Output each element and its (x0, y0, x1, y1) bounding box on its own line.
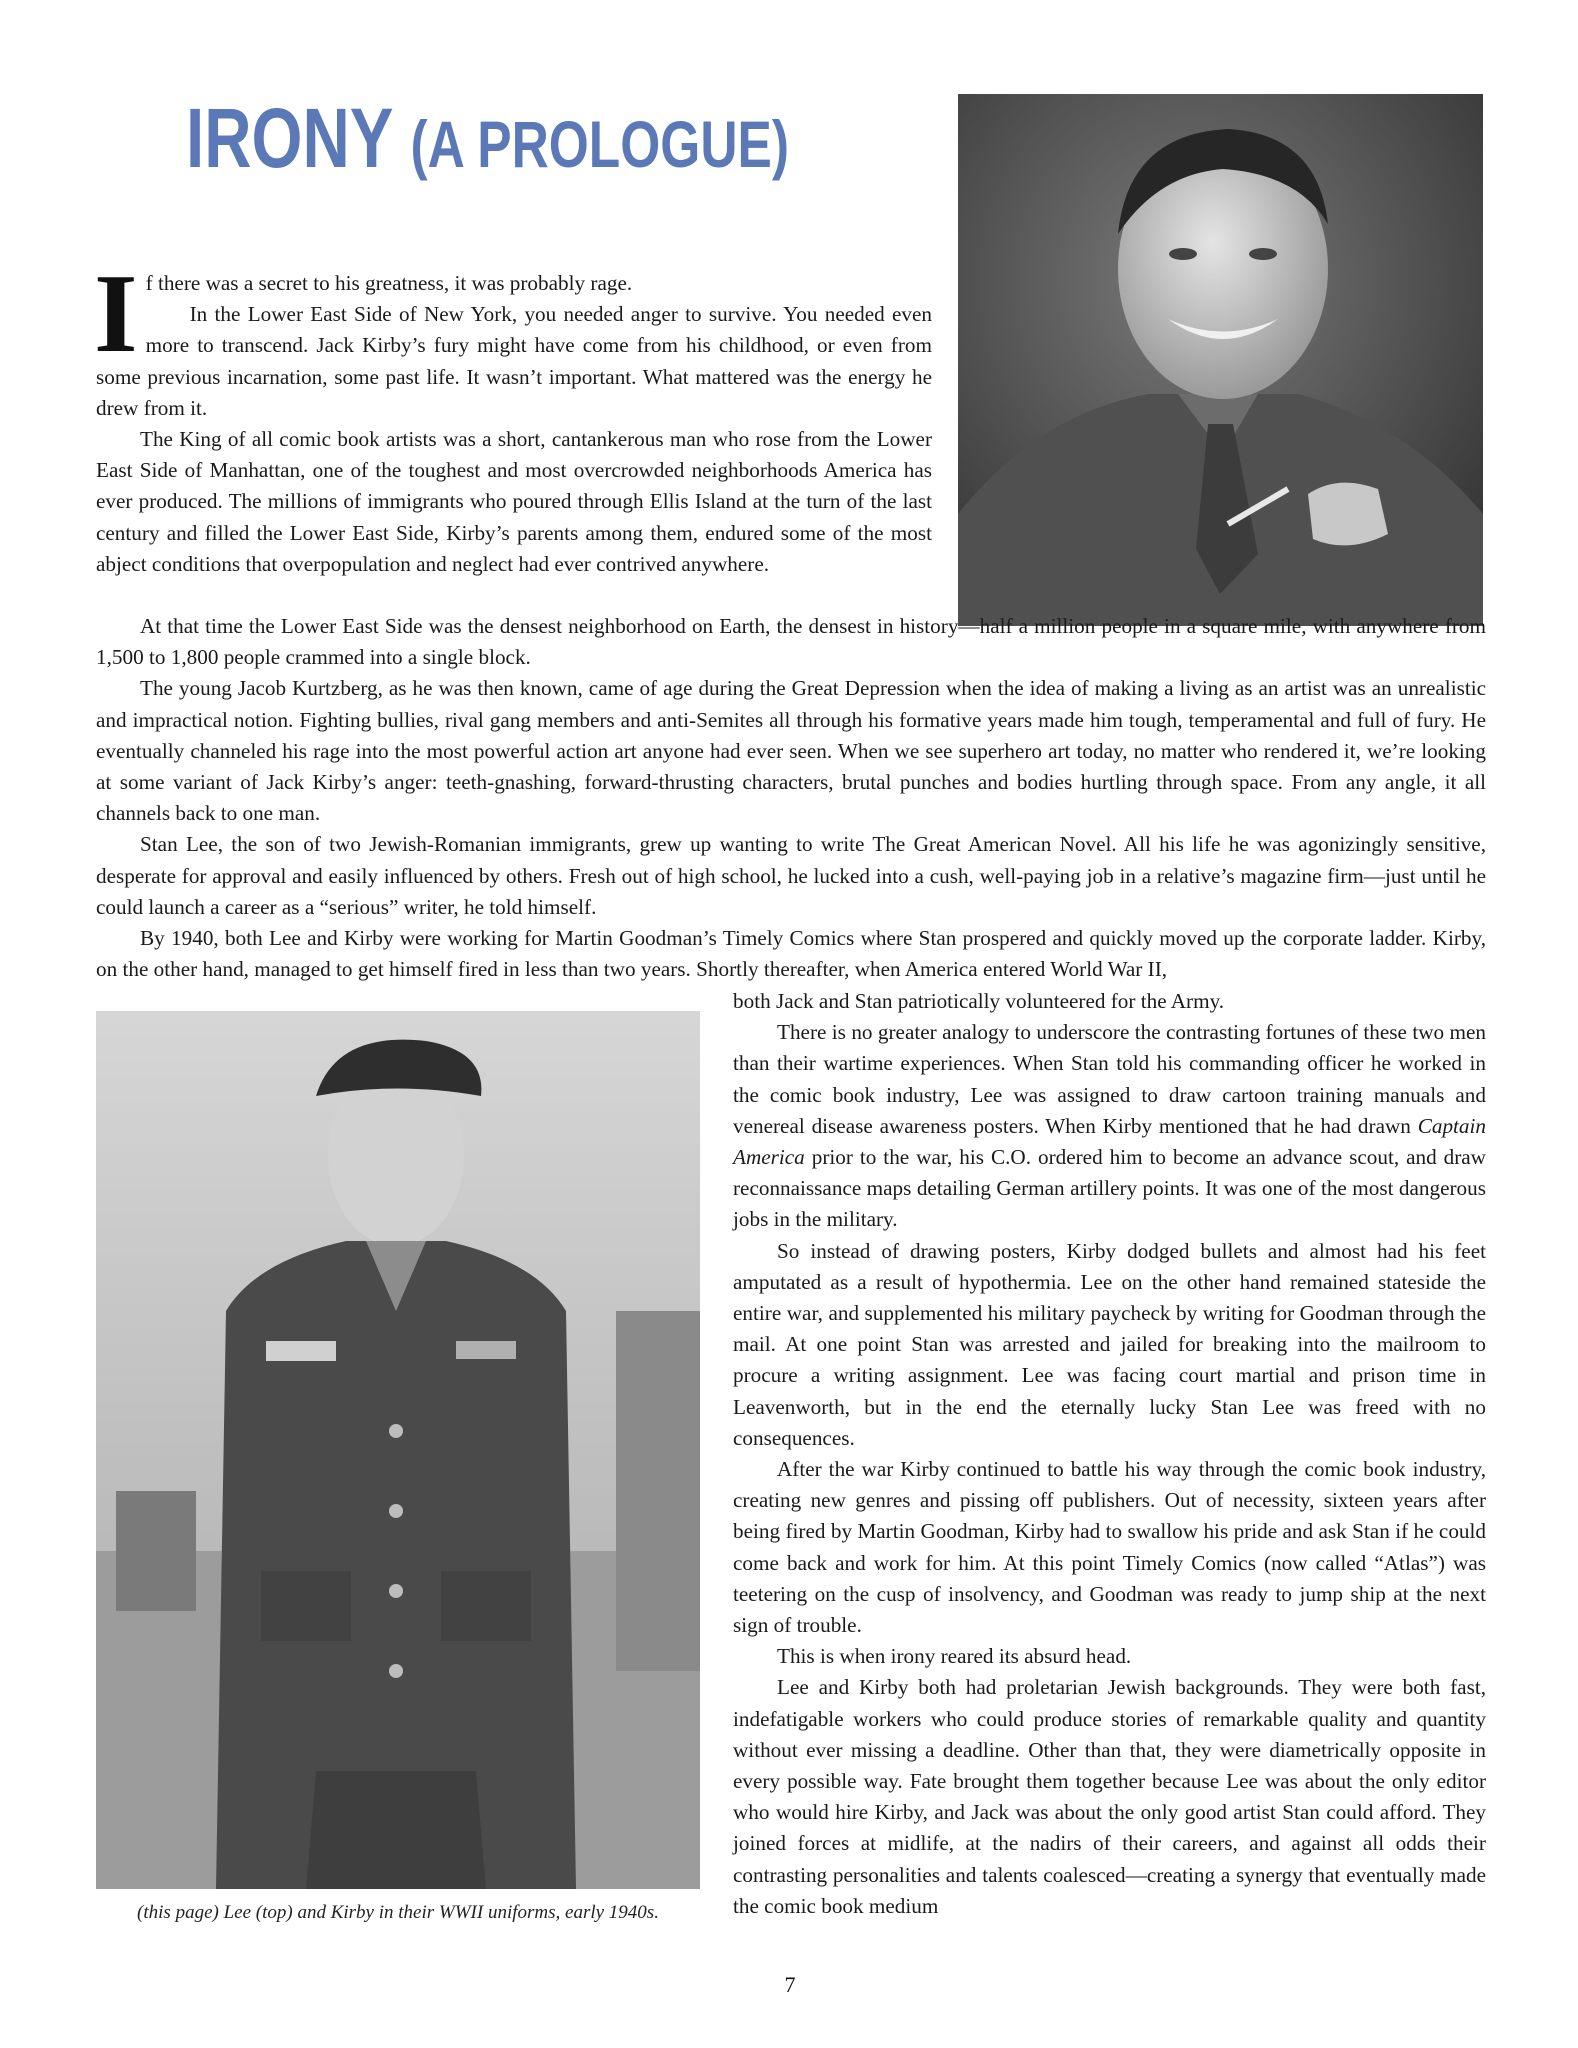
chapter-title (186, 88, 789, 194)
photo-jack-kirby (96, 1011, 700, 1889)
paragraph-1-text: f there was a secret to his greatness, it was probably rage. (145, 271, 633, 295)
paragraph-5: The young Jacob Kurtzberg, as he was then known, came of age during the Great Depression when the idea of making a living as an artist was an unrealistic and impractical notion. Fighting bullies, rival gang members and anti-Semites all through his formative years made him tough, temperamental and full of fury. He eventually channeled his rage into the most powerful action art anyone had ever seen. When we see superhero art today, no matter who rendered it, we’re looking at some variant of Jack Kirby’s anger: teeth-gnashing, forward-thrusting characters, brutal punches and bodies hurtling through space. From any angle, it all channels back to one man. (96, 676, 1486, 826)
paragraph-8-text-b: prior to the war, his C.O. ordered him to become an advance scout, and draw reconnaissance maps detailing German artillery points. It was one of the most dangerous jobs in the military. (733, 1145, 1486, 1232)
paragraph-8-text-a: There is no greater analogy to underscore the contrasting fortunes of these two men than their wartime experiences. When Stan told his commanding officer he worked in the comic book industry, Lee was assigned to draw cartoon training manuals and venereal disease awareness posters. When Kirby mentioned that he had drawn (733, 1020, 1486, 1138)
right-text-column (733, 986, 1486, 1922)
title-subtitle: (A PROLOGUE) (410, 107, 789, 181)
paragraph-9: So instead of drawing posters, Kirby dodged bullets and almost had his feet amputated as a result of hypothermia. Lee on the other hand remained stateside the entire war, and supplemented his military paycheck by writing for Goodman through the mail. At one point Stan was arrested and jailed for breaking into the mailroom to procure a writing assignment. Lee was facing court martial and prison time in Leavenworth, but in the end the eternally lucky Stan Lee was freed with no consequences. (733, 1238, 1486, 1450)
title-main: IRONY (186, 91, 393, 185)
full-width-text (96, 611, 1486, 985)
paragraph-10: After the war Kirby continued to battle his way through the comic book industry, creating new genres and pissing off publishers. Out of necessity, sixteen years after being fired by Martin Goodman, Kirby had to swallow his pride and ask Stan if he could come back and work for him. At this point Timely Comics (now called “Atlas”) was teetering on the cusp of insolvency, and Goodman was ready to jump ship at the next sign of trouble. (733, 1457, 1486, 1638)
drop-cap: I (94, 252, 138, 376)
paragraph-3: The King of all comic book artists was a short, cantankerous man who rose from the Lower East Side of Manhattan, one of the toughest and most overcrowded neighborhoods America has ever produced. The millions of immigrants who poured through Ellis Island at the turn of the last century and filled the Lower East Side, Kirby’s parents among them, endured some of the most abject conditions that overpopulation and neglect had ever contrived anywhere. (96, 427, 932, 576)
paragraph-4: At that time the Lower East Side was the densest neighborhood on Earth, the densest in history—half a million people in a square mile, with anywhere from 1,500 to 1,800 people crammed into a single block. (96, 614, 1486, 670)
paragraph-7: By 1940, both Lee and Kirby were working for Martin Goodman’s Timely Comics where Stan prospered and quickly moved up the corporate ladder. Kirby, on the other hand, managed to get himself fired in less than two years. Shortly thereafter, when America entered World War II, (96, 926, 1486, 982)
paragraph-7-continued: both Jack and Stan patriotically volunteered for the Army. (733, 989, 1225, 1013)
paragraph-8 (733, 1017, 1486, 1235)
photo-caption: (this page) Lee (top) and Kirby in their WWII uniforms, early 1940s. (137, 1902, 659, 1923)
paragraph-6: Stan Lee, the son of two Jewish-Romanian immigrants, grew up wanting to write The Great American Novel. All his life he was agonizingly sensitive, desperate for approval and easily influenced by others. Fresh out of high school, he lucked into a cush, well-paying job in a relative’s magazine firm—just until he could launch a career as a “serious” writer, he told himself. (96, 832, 1486, 919)
page-number: 7 (784, 1972, 796, 1997)
paragraph-2: In the Lower East Side of New York, you needed anger to survive. You needed even more to transcend. Jack Kirby’s fury might have come from his childhood, or even from some previous incarnation, some past life. It wasn’t important. What mattered was the energy he drew from it. (96, 302, 932, 420)
paragraph-11: This is when irony reared its absurd head. (777, 1644, 1132, 1669)
intro-text-column (94, 252, 932, 580)
photo-stan-lee (958, 94, 1483, 626)
book-title-captain-america: Captain America (733, 1113, 1486, 1170)
paragraph-12: Lee and Kirby both had proletarian Jewish backgrounds. They were both fast, indefatigable workers who could produce stories of remarkable quality and quantity without ever missing a deadline. Other than that, they were diametrically opposite in every possible way. Fate brought them together because Lee was about the only editor who would hire Kirby, and Jack was about the only good artist Stan could afford. They joined forces at midlife, at the nadirs of their careers, and against all odds their contrasting personalities and talents coalesced—creating a synergy that eventually made the comic book medium (733, 1675, 1486, 1918)
